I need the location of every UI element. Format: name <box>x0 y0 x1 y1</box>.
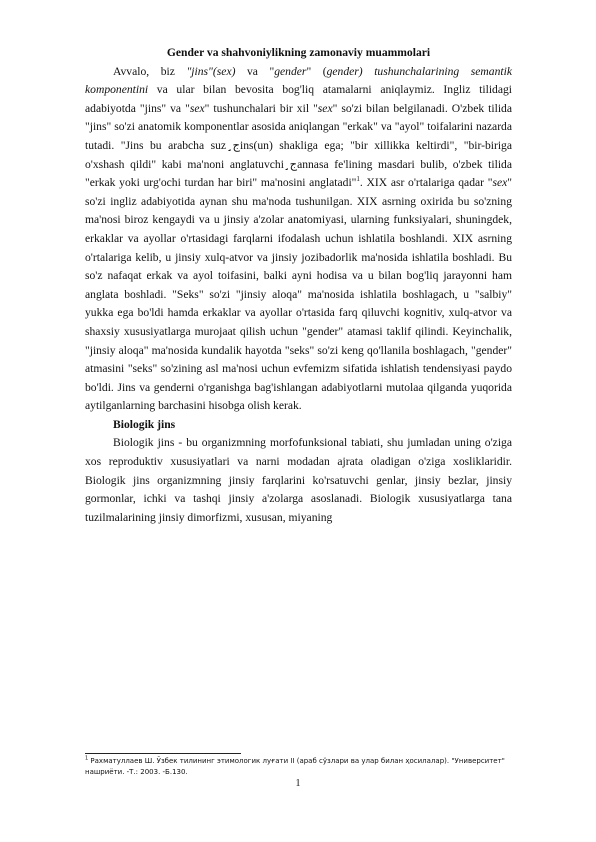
document-body <box>85 44 512 527</box>
paragraph-intro <box>85 63 512 416</box>
paragraph-biological-sex: Biologik jins - bu organizmning morfofunksional tabiati, shu jumladan uning o'ziga xos reproduktiv xususiyatlari va narni modadan ajrata oladigan o'ziga xosliklaridir. Biologik jins organizmning jinsiy farqlarini ko'rsatuvchi genlar, jinsiy bezlar, jinsiy gormonlar, ichki va tashqi jinsiy a'zolarga asoslanadi. Biologik xususiyatlarga tana tuzilmalarining jinsiy dimorfizmi, xususan, miyaning <box>85 436 512 524</box>
text-run-italic: sex <box>189 101 205 115</box>
text-run-italic: gender) tushunchalarining semantik komponentini <box>85 64 512 97</box>
page-title: Gender va shahvoniylikning zamonaviy muammolari <box>166 46 431 59</box>
footnote-number: 1 <box>85 755 89 762</box>
footnote-divider <box>85 753 241 754</box>
text-run: Avvalo, biz <box>113 64 187 78</box>
text-run: " ( <box>306 64 327 78</box>
text-run: va " <box>235 64 275 78</box>
text-run-italic: sex <box>492 176 508 190</box>
footnote-text: Рахматуллаев Ш. Ўзбек тилининг этимологик луғати II (араб сўзлари ва улар билан ҳосилалар). "Университет" нашриёти. -Т.: 2003. -Б.130. <box>85 757 505 776</box>
text-run: " so'zi ingliz adabiyotida aynan shu ma'noda tushunilgan. XIX asrning oxirida bu so'zning ma'nosi biroz kengaydi va u jinsiy a'zolar anatomiyasi, ularning funksiyalari, shuningdek, erkaklar va ayollar o'rtasidagi farqlarni ifodalash uchun ishlatila boshlandi. XIX asrning o'rtalariga kelib, u jinsiy xulq-atvor va jinsiy jozibadorlik ma'nosida ishlatila boshladi. Bu so'z nafaqat erkak va ayol toifasini, balki ayni hodisa va u bilan bog'liq jarayonni ham anglata boshladi. "Seks" so'zi "jinsiy aloqa" ma'nosida ishlatila boshlagach, u "salbiy" yukka ega bo'ldi hamda erkaklar va ayollar o'rtasida farq qiluvchi kognitiv, xulq-atvor va shaxsiy xususiyatlarga murojaat qilish uchun "gender" atamasi taklif qilindi. Keyinchalik, "jinsiy aloqa" ma'nosida kundalik hayotda "seks" so'zi keng qo'llanila boshlagach, "gender" atmasini "seks" so'zining asl ma'nosi uchun evfemizm sifatida ishlatish tendensiyasi paydo bo'ldi. Jins va genderni o'rganishga bag'ishlangan adabiyotlarni mutolaa qilganda yuqorida aytilganlarning barchasini hisobga olish kerak. <box>85 176 512 413</box>
page-number: 1 <box>295 778 301 789</box>
text-run-italic: gender <box>274 64 307 78</box>
section-heading: Biologik jins <box>113 417 176 431</box>
footnote-reference[interactable]: 1 <box>356 175 360 184</box>
text-run: " so'zi bilan belgilanadi. O'zbek tilida "jins" so'zi anatomik komponentlar asosida aniqlangan "erkak" va "ayol" toifalarini nazarda tutadi. "Jins bu arabcha suz ج̧ins(un) shaklіga ega; "bir xillikka keltirdi", "bir-biriga o'xshash qildi" kabi ma'noni anglatuvchi ج̧annasa fe'lining masdari bulib, o'zbek tilida "erkak yoki urg'ochi turdan har biri" ma'nosini anglatadi" <box>85 101 513 190</box>
footnote <box>85 756 512 777</box>
text-run: " tushunchalari bir xil " <box>204 101 318 115</box>
text-run-italic: sex <box>317 101 333 115</box>
text-run: va ular bilan bevosita bog'liq atamalarni aniqlaymiz. Ingliz tilidagi adabiyotda "jins" va " <box>85 83 512 115</box>
text-run-italic: "jins"(sex) <box>186 64 236 78</box>
text-run: . XIX asr o'rtalariga qadar " <box>359 176 493 190</box>
